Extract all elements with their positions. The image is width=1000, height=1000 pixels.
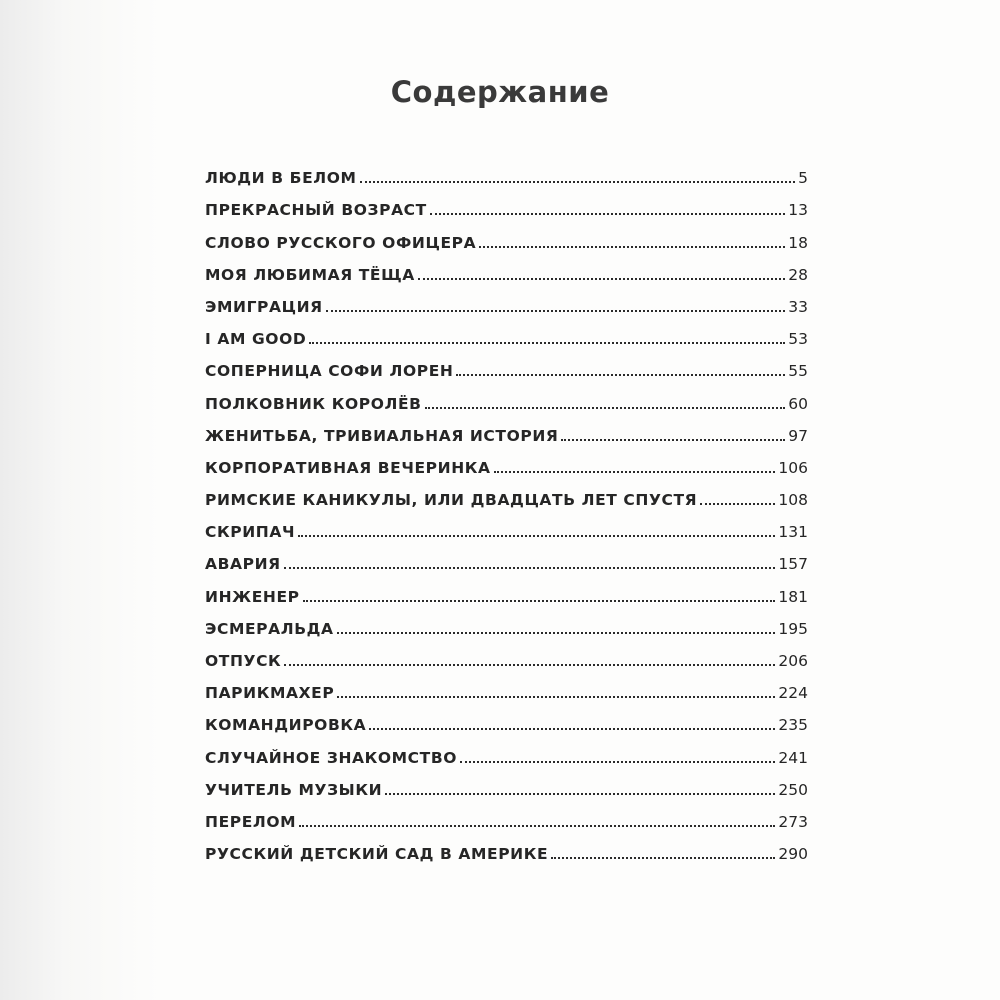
dot-leader: [284, 663, 775, 666]
dot-leader: [299, 824, 775, 827]
toc-entry: [205, 638, 808, 670]
toc-entry-page-number: 97: [788, 426, 808, 445]
toc-entry-page-number: 18: [788, 233, 808, 252]
dot-leader: [456, 373, 785, 376]
toc-entry-title: ПРЕКРАСНЫЙ ВОЗРАСТ: [205, 201, 427, 220]
toc-entry-page-number: 28: [788, 265, 808, 284]
toc-entry-title: ИНЖЕНЕР: [205, 587, 300, 606]
toc-entry-page-number: 241: [778, 748, 808, 767]
toc-entry-page-number: 13: [788, 201, 808, 220]
toc-entry-title: СЛУЧАЙНОЕ ЗНАКОМСТВО: [205, 748, 458, 767]
toc-entry-title: СОПЕРНИЦА СОФИ ЛОРЕН: [205, 362, 454, 381]
toc-entry-title: КОМАНДИРОВКА: [205, 716, 367, 735]
dot-leader: [303, 599, 776, 602]
page-title: Содержание: [390, 75, 610, 110]
toc-entry-page-number: 33: [788, 297, 808, 316]
toc-entry-title: СЛОВО РУССКОГО ОФИЦЕРА: [205, 233, 477, 252]
toc-entry: [205, 155, 808, 187]
toc-entry: [205, 252, 808, 284]
toc-entry-page-number: 250: [778, 780, 808, 799]
dot-leader: [494, 470, 776, 473]
toc-entry-page-number: 181: [778, 587, 808, 606]
toc-entry-page-number: 235: [778, 716, 808, 735]
toc-entry: [205, 413, 808, 445]
toc-entry-title: ЛЮДИ В БЕЛОМ: [205, 169, 357, 188]
dot-leader: [385, 792, 775, 795]
toc-entry-page-number: 273: [778, 812, 808, 831]
toc-entry: [205, 348, 808, 380]
toc-entry-title: МОЯ ЛЮБИМАЯ ТЁЩА: [205, 265, 415, 284]
toc-entry: [205, 734, 808, 766]
toc-entry-page-number: 131: [778, 523, 808, 542]
dot-leader: [284, 566, 776, 569]
dot-leader: [551, 856, 775, 859]
toc-entry: [205, 509, 808, 541]
toc-entry: [205, 219, 808, 251]
dot-leader: [309, 341, 785, 344]
toc-entry-title: РИМСКИЕ КАНИКУЛЫ, ИЛИ ДВАДЦАТЬ ЛЕТ СПУСТЯ: [205, 491, 698, 510]
dot-leader: [561, 438, 785, 441]
toc-entry: [205, 541, 808, 573]
dot-leader: [337, 631, 776, 634]
toc-entry: [205, 767, 808, 799]
dot-leader: [460, 760, 775, 763]
toc-entry-page-number: 290: [778, 845, 808, 864]
toc-entry-title: КОРПОРАТИВНАЯ ВЕЧЕРИНКА: [205, 458, 491, 477]
toc-entry: [205, 187, 808, 219]
dot-leader: [418, 277, 785, 280]
toc-entry: [205, 831, 808, 863]
toc-entry-page-number: 195: [778, 619, 808, 638]
toc-entry-page-number: 55: [788, 362, 808, 381]
toc-entry: [205, 284, 808, 316]
toc-entry-page-number: 108: [778, 491, 808, 510]
toc-entry: [205, 445, 808, 477]
dot-leader: [430, 212, 785, 215]
dot-leader: [425, 406, 786, 409]
toc-entry-title: ПАРИКМАХЕР: [205, 684, 335, 703]
toc-entry-page-number: 157: [778, 555, 808, 574]
toc-entry-title: УЧИТЕЛЬ МУЗЫКИ: [205, 780, 383, 799]
dot-leader: [360, 180, 796, 183]
toc-entry: [205, 380, 808, 412]
toc-entry-title: АВАРИЯ: [205, 555, 281, 574]
toc-entry-title: I AM GOOD: [205, 330, 307, 349]
toc-entry-page-number: 60: [788, 394, 808, 413]
dot-leader: [369, 727, 775, 730]
toc-entry-title: РУССКИЙ ДЕТСКИЙ САД В АМЕРИКЕ: [205, 845, 549, 864]
dot-leader: [298, 534, 775, 537]
toc-entry: [205, 606, 808, 638]
toc-entry-page-number: 224: [778, 684, 808, 703]
toc-entry-title: ПЕРЕЛОМ: [205, 812, 297, 831]
toc-entry-page-number: 206: [778, 652, 808, 670]
table-of-contents: [205, 155, 808, 863]
toc-entry-page-number: 106: [778, 458, 808, 477]
toc-entry-title: ЖЕНИТЬБА, ТРИВИАЛЬНАЯ ИСТОРИЯ: [205, 426, 559, 445]
toc-entry-title: ПОЛКОВНИК КОРОЛЁВ: [205, 394, 422, 413]
toc-entry-page-number: 5: [798, 169, 808, 188]
toc-entry: [205, 702, 808, 734]
toc-entry-page-number: 53: [788, 330, 808, 349]
toc-entry-title: ЭМИГРАЦИЯ: [205, 297, 323, 316]
toc-entry: [205, 573, 808, 605]
dot-leader: [479, 245, 785, 248]
toc-entry-title: ЭСМЕРАЛЬДА: [205, 619, 334, 638]
dot-leader: [326, 309, 786, 312]
toc-entry: [205, 316, 808, 348]
toc-entry: [205, 670, 808, 702]
dot-leader: [700, 502, 775, 505]
dot-leader: [337, 695, 775, 698]
page-gutter-shadow: [0, 0, 160, 1000]
toc-entry-title: СКРИПАЧ: [205, 523, 296, 542]
toc-entry: [205, 799, 808, 831]
toc-entry-title: ОТПУСК: [205, 652, 282, 670]
toc-entry: [205, 477, 808, 509]
